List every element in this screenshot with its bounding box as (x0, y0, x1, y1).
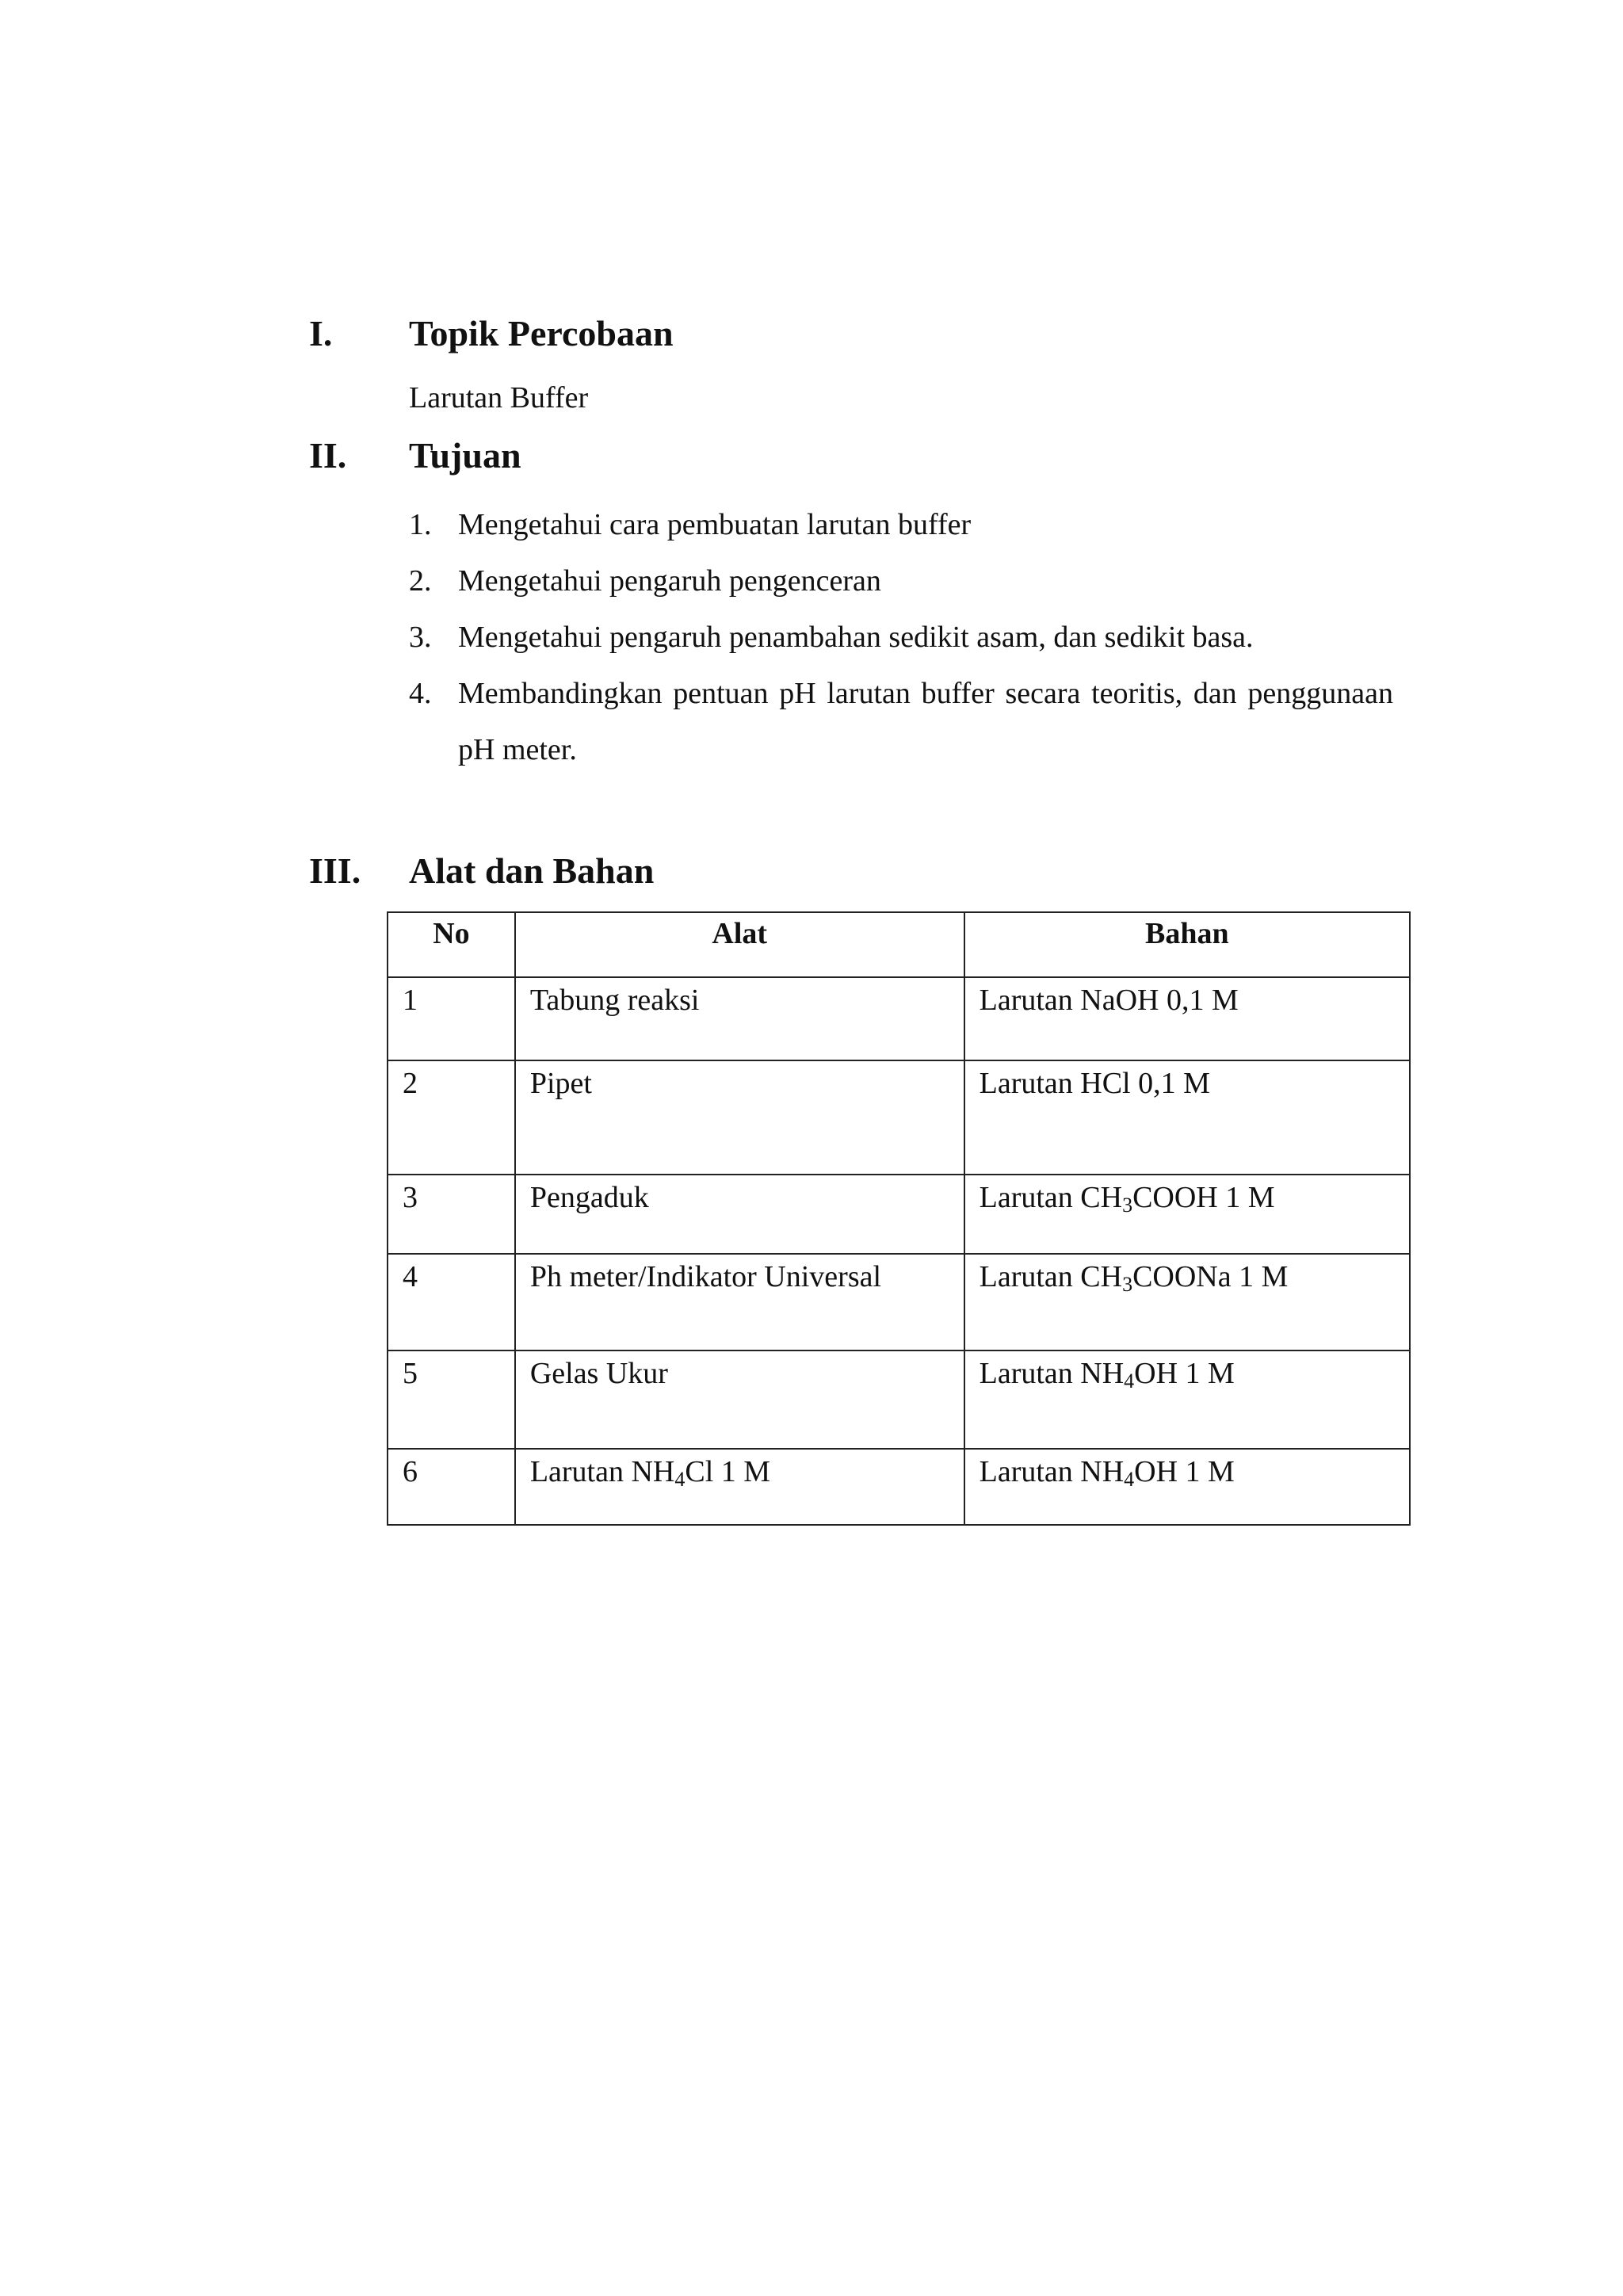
tools-materials-table (387, 911, 1411, 1526)
table-row (388, 1350, 1410, 1449)
cell-text: Pengaduk (529, 1181, 649, 1214)
cell-text: Gelas Ukur (529, 1357, 668, 1390)
cell-text: Larutan CH (979, 1181, 1123, 1214)
section-title: Tujuan (409, 435, 521, 476)
cell-no: 1 (388, 977, 515, 1060)
cell-alat (515, 1350, 964, 1449)
header-alat: Alat (515, 912, 964, 977)
list-marker: 3. (409, 621, 432, 654)
cell-no: 3 (388, 1175, 515, 1254)
list-marker: 2. (409, 564, 432, 598)
table-row (388, 977, 1410, 1060)
cell-alat (515, 1449, 964, 1525)
list-item (409, 666, 1393, 778)
cell-text: Larutan NaOH 0,1 M (979, 984, 1239, 1017)
list-item-text: Mengetahui pengaruh pengenceran (458, 564, 881, 598)
table-header-row (388, 912, 1410, 977)
section-number: I. (309, 313, 333, 353)
list-item-text: Mengetahui cara pembuatan larutan buffer (458, 508, 972, 541)
subscript: 4 (1124, 1468, 1135, 1491)
subscript: 4 (674, 1468, 685, 1491)
section-number: III. (309, 850, 361, 891)
section-title: Alat dan Bahan (409, 850, 655, 891)
cell-bahan (964, 1254, 1410, 1350)
cell-text: Larutan CH (979, 1260, 1123, 1293)
subscript: 3 (1122, 1194, 1133, 1217)
cell-bahan (964, 1175, 1410, 1254)
cell-text: Larutan NH (529, 1455, 675, 1488)
table-row (388, 1449, 1410, 1525)
topic-text: Larutan Buffer (409, 381, 589, 415)
cell-bahan (964, 1449, 1410, 1525)
cell-bahan (964, 977, 1410, 1060)
cell-alat (515, 1254, 964, 1350)
header-bahan: Bahan (964, 912, 1410, 977)
table-row (388, 1175, 1410, 1254)
list-item (409, 609, 1393, 666)
cell-text: Larutan NH (979, 1357, 1125, 1390)
list-item-text: Mengetahui pengaruh penambahan sedikit asam, dan sedikit basa. (458, 621, 1254, 654)
list-item (409, 553, 1393, 609)
cell-no: 2 (388, 1060, 515, 1175)
cell-alat (515, 1060, 964, 1175)
cell-text: OH 1 M (1134, 1455, 1235, 1488)
table-row (388, 1254, 1410, 1350)
cell-text: COOH 1 M (1132, 1181, 1275, 1214)
cell-text: Tabung reaksi (529, 984, 700, 1017)
subscript: 4 (1124, 1370, 1135, 1392)
cell-text: Ph meter/Indikator Universal (529, 1260, 882, 1293)
table-row (388, 1060, 1410, 1175)
cell-text: Pipet (529, 1067, 592, 1100)
list-marker: 1. (409, 508, 432, 541)
cell-bahan (964, 1350, 1410, 1449)
cell-no: 5 (388, 1350, 515, 1449)
list-marker: 4. (409, 677, 432, 710)
cell-text: Larutan NH (979, 1455, 1125, 1488)
cell-bahan (964, 1060, 1410, 1175)
objectives-list (409, 497, 1393, 778)
cell-text: OH 1 M (1134, 1357, 1235, 1390)
cell-no: 4 (388, 1254, 515, 1350)
section-title: Topik Percobaan (409, 313, 674, 353)
cell-alat (515, 1175, 964, 1254)
cell-alat (515, 977, 964, 1060)
cell-text: Larutan HCl 0,1 M (979, 1067, 1210, 1100)
list-item (409, 497, 1393, 553)
section-number: II. (309, 435, 347, 476)
list-item-text: Membandingkan pentuan pH larutan buffer secara teoritis, dan penggunaan pH meter. (458, 677, 1393, 766)
cell-text: Cl 1 M (685, 1455, 771, 1488)
cell-no: 6 (388, 1449, 515, 1525)
subscript: 3 (1122, 1273, 1133, 1296)
header-no: No (388, 912, 515, 977)
cell-text: COONa 1 M (1132, 1260, 1289, 1293)
